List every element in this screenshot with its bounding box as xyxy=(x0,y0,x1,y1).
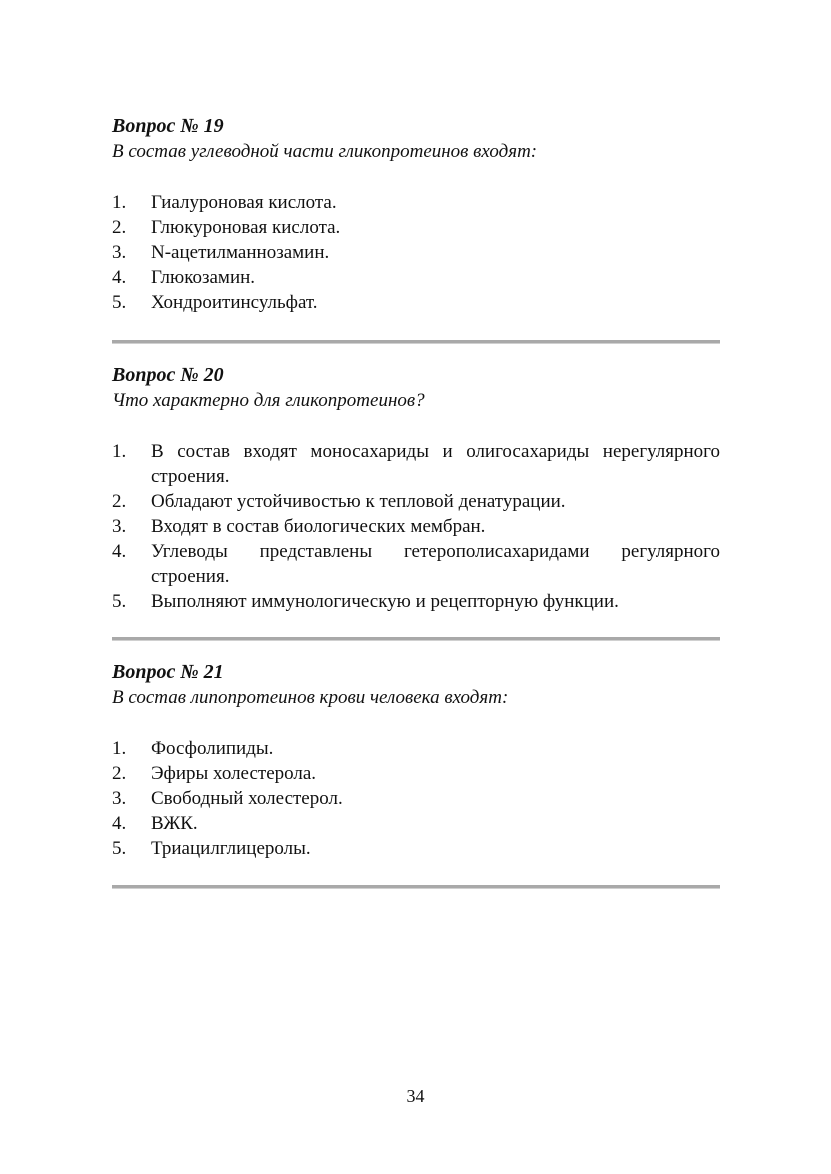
answer-text: Свободный холестерол. xyxy=(151,788,343,809)
answer-item xyxy=(112,215,720,240)
answer-text: Выполняют иммунологическую и рецепторную функции. xyxy=(151,591,619,612)
question-title: Вопрос № 21 xyxy=(112,661,224,683)
answer-number: 1. xyxy=(112,441,127,462)
answer-text: Гиалуроновая кислота. xyxy=(151,192,337,213)
section-divider xyxy=(112,637,720,641)
answer-number: 1. xyxy=(112,738,127,759)
question-text: В состав углеводной части гликопротеинов входят: xyxy=(112,141,538,162)
answer-text: Триацилглицеролы. xyxy=(151,838,311,859)
section-divider xyxy=(112,340,720,344)
answer-number: 5. xyxy=(112,838,127,859)
answer-item xyxy=(112,489,720,514)
answer-number: 3. xyxy=(112,242,127,263)
answer-number: 3. xyxy=(112,788,127,809)
answer-number: 1. xyxy=(112,192,127,213)
answer-number: 2. xyxy=(112,491,127,512)
question-21 xyxy=(112,659,720,861)
answer-text: Фосфолипиды. xyxy=(151,738,274,759)
answer-text: Глюкуроновая кислота. xyxy=(151,217,341,238)
answer-item xyxy=(112,265,720,290)
answer-number: 4. xyxy=(112,267,127,288)
question-title: Вопрос № 20 xyxy=(112,364,224,386)
answer-text: Хондроитинсульфат. xyxy=(151,292,318,313)
question-19 xyxy=(112,113,720,315)
answer-number: 5. xyxy=(112,591,127,612)
answer-item xyxy=(112,439,720,489)
answer-item xyxy=(112,736,720,761)
question-text: Что характерно для гликопротеинов? xyxy=(112,390,425,411)
answer-item xyxy=(112,811,720,836)
answer-text: Обладают устойчивостью к тепловой денатурации. xyxy=(151,491,566,512)
answer-number: 4. xyxy=(112,541,127,562)
page-number: 34 xyxy=(406,1086,425,1106)
answer-text: Входят в состав биологических мембран. xyxy=(151,516,486,537)
answer-item xyxy=(112,786,720,811)
answer-list xyxy=(112,736,720,861)
answer-text: N-ацетилманнозамин. xyxy=(151,242,330,263)
question-text: В состав липопротеинов крови человека входят: xyxy=(112,687,509,708)
answer-text: В состав входят моносахариды и олигосахариды нерегулярного строения. xyxy=(151,441,720,487)
section-divider xyxy=(112,885,720,889)
answer-number: 3. xyxy=(112,516,127,537)
answer-number: 5. xyxy=(112,292,127,313)
answer-number: 4. xyxy=(112,813,127,834)
answer-list xyxy=(112,190,720,315)
answer-item xyxy=(112,589,720,614)
answer-item xyxy=(112,290,720,315)
answer-item xyxy=(112,539,720,589)
answer-list xyxy=(112,439,720,614)
answer-item xyxy=(112,240,720,265)
question-20 xyxy=(112,362,720,614)
answer-item xyxy=(112,190,720,215)
answer-text: ВЖК. xyxy=(151,813,198,834)
answer-number: 2. xyxy=(112,217,127,238)
answer-number: 2. xyxy=(112,763,127,784)
answer-text: Глюкозамин. xyxy=(151,267,256,288)
answer-item xyxy=(112,836,720,861)
answer-item xyxy=(112,761,720,786)
answer-item xyxy=(112,514,720,539)
answer-text: Углеводы представлены гетерополисахаридами регулярного строения. xyxy=(151,541,720,587)
answer-text: Эфиры холестерола. xyxy=(151,763,317,784)
question-title: Вопрос № 19 xyxy=(112,115,224,137)
